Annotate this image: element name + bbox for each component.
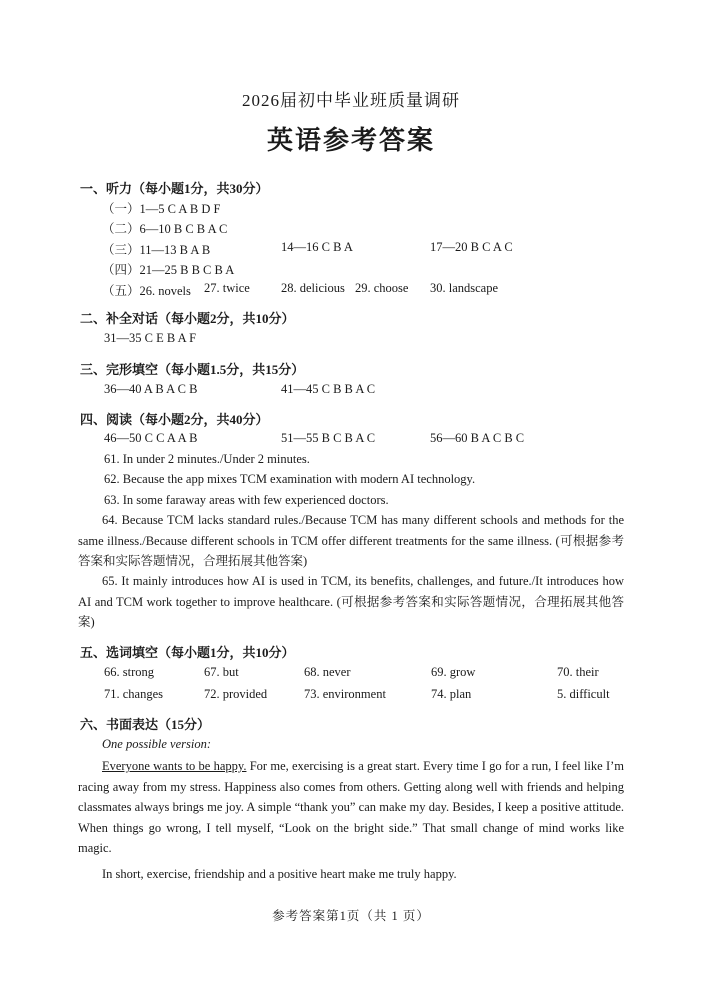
wordfill-item: 67. but	[204, 665, 239, 679]
listening-row-3a: （三）11—13 B A B	[102, 243, 211, 257]
listening-row-5c: 28. delicious	[281, 281, 345, 295]
reading-answer-63: 63. In some faraway areas with few experienced doctors.	[104, 493, 389, 507]
dialogue-row-1: 31—35 C E B A F	[104, 331, 197, 345]
listening-row-4: （四）21—25 B B C B A	[102, 263, 235, 277]
reading-answer-65: 65. It mainly introduces how AI is used in TCM, its benefits, challenges, and future./It introduces how AI and TCM work together to improve healthcare. (可根据参考答案和实际答题情况，合理拓展其他答案)	[78, 574, 624, 629]
reading-answer-62: 62. Because the app mixes TCM examination with modern AI technology.	[104, 472, 476, 486]
writing-body: For me, exercising is a great start. Every time I go for a run, I feel like I’m racing away from my stress. Happiness also comes from others. Getting along well with friends and helping classmates always brings me joy. A simple “thank you” can make my day. Besides, I keep a positive attitude. When things go wrong, I tell myself, “Look on the bright side.” That small change of mind works like magic.	[78, 759, 624, 855]
wordfill-item: 73. environment	[304, 687, 386, 701]
wordfill-item: 69. grow	[431, 665, 476, 679]
section-heading-listening: 一、听力（每小题1分，共30分）	[80, 181, 269, 196]
writing-intro: One possible version:	[102, 737, 212, 751]
section-heading-cloze: 三、完形填空（每小题1.5分，共15分）	[80, 362, 305, 377]
listening-row-5a: （五）26. novels	[102, 284, 191, 298]
reading-answer-61: 61. In under 2 minutes./Under 2 minutes.	[104, 452, 310, 466]
section-heading-reading: 四、阅读（每小题2分，共40分）	[80, 412, 269, 427]
wordfill-item: 68. never	[304, 665, 351, 679]
exam-title: 2026届初中毕业班质量调研	[242, 91, 460, 110]
cloze-row-1a: 36—40 A B A C B	[104, 382, 198, 396]
reading-row-1b: 51—55 B C B A C	[281, 431, 376, 445]
listening-row-1: （一）1—5 C A B D F	[102, 202, 221, 216]
writing-lead-sentence: Everyone wants to be happy.	[102, 759, 247, 773]
cloze-row-1b: 41—45 C B B A C	[281, 382, 376, 396]
listening-row-5b: 27. twice	[204, 281, 250, 295]
listening-row-3b: 14—16 C B A	[281, 240, 353, 254]
wordfill-item: 5. difficult	[557, 687, 610, 701]
wordfill-item: 71. changes	[104, 687, 164, 701]
wordfill-item: 74. plan	[431, 687, 472, 701]
reading-row-1c: 56—60 B A C B C	[430, 431, 525, 445]
page-footer: 参考答案第1页（共 1 页）	[272, 909, 430, 923]
document-title: 英语参考答案	[266, 126, 435, 155]
listening-row-2: （二）6—10 B C B A C	[102, 222, 228, 236]
section-heading-dialogue: 二、补全对话（每小题2分，共10分）	[80, 311, 295, 326]
wordfill-item: 70. their	[557, 665, 599, 679]
listening-row-3c: 17—20 B C A C	[430, 240, 513, 254]
listening-row-5d: 29. choose	[355, 281, 409, 295]
wordfill-item: 66. strong	[104, 665, 154, 679]
reading-row-1a: 46—50 C C A A B	[104, 431, 198, 445]
section-heading-writing: 六、书面表达（15分）	[80, 717, 211, 732]
section-heading-wordfill: 五、选词填空（每小题1分，共10分）	[80, 645, 295, 660]
listening-row-5e: 30. landscape	[430, 281, 499, 295]
wordfill-item: 72. provided	[204, 687, 268, 701]
writing-paragraph-1	[78, 756, 624, 859]
reading-answer-64: 64. Because TCM lacks standard rules./Because TCM has many different schools and methods for the same illness./Because different schools in TCM offer different treatments for the same illness. (可根据参考答案和实际答题情况，合理拓展其他答案)	[78, 513, 624, 568]
writing-paragraph-2: In short, exercise, friendship and a positive heart make me truly happy.	[102, 867, 457, 881]
